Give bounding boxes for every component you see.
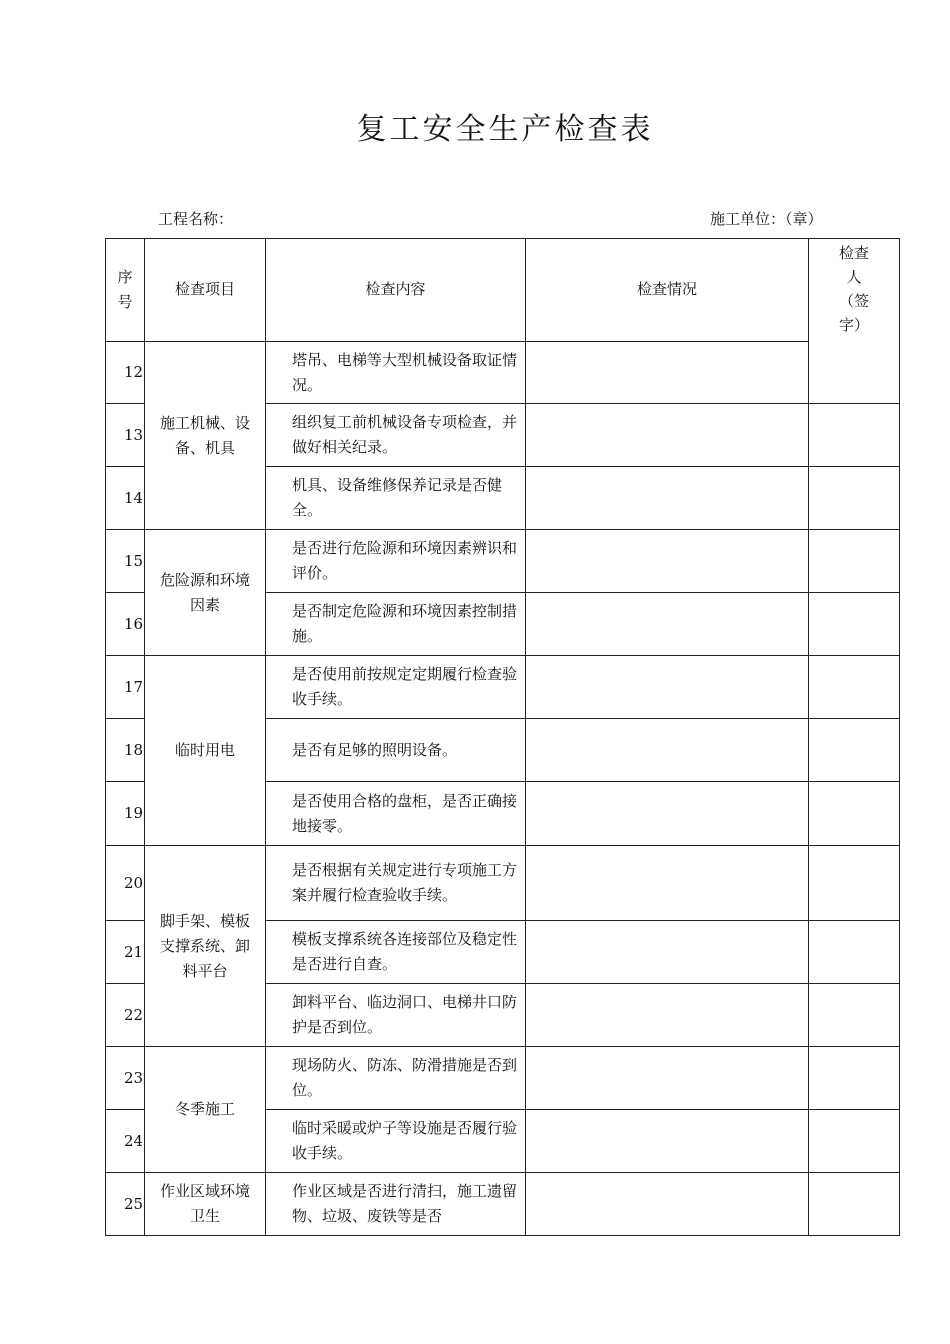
row-content: 模板支撑系统各连接部位及稳定性是否进行自查。 xyxy=(266,921,526,984)
inspection-table xyxy=(105,238,900,1236)
table-row xyxy=(106,1047,900,1110)
row-content: 现场防火、防冻、防滑措施是否到位。 xyxy=(266,1047,526,1110)
group-label: 冬季施工 xyxy=(145,1047,266,1173)
header-item: 检查项目 xyxy=(145,239,266,342)
status-cell[interactable] xyxy=(526,846,809,921)
group-label: 施工机械、设备、机具 xyxy=(145,342,266,530)
signer-cell[interactable] xyxy=(809,1173,900,1236)
row-content: 临时采暖或炉子等设施是否履行验收手续。 xyxy=(266,1110,526,1173)
row-content: 机具、设备维修保养记录是否健全。 xyxy=(266,467,526,530)
row-content: 是否根据有关规定进行专项施工方案并履行检查验收手续。 xyxy=(266,846,526,921)
row-no: 12 xyxy=(106,342,145,404)
page-title: 复工安全生产检查表 xyxy=(356,112,654,147)
signer-cell[interactable] xyxy=(809,984,900,1047)
status-cell[interactable] xyxy=(526,530,809,593)
group-label: 作业区域环境卫生 xyxy=(145,1173,266,1236)
row-no: 17 xyxy=(106,656,145,719)
status-cell[interactable] xyxy=(526,921,809,984)
group-label: 危险源和环境因素 xyxy=(145,530,266,656)
row-content: 组织复工前机械设备专项检查，并做好相关纪录。 xyxy=(266,404,526,467)
row-content: 是否制定危险源和环境因素控制措施。 xyxy=(266,593,526,656)
status-cell[interactable] xyxy=(526,719,809,782)
status-cell[interactable] xyxy=(526,656,809,719)
row-no: 22 xyxy=(106,984,145,1047)
signer-cell[interactable] xyxy=(809,921,900,984)
status-cell[interactable] xyxy=(526,593,809,656)
group-label: 脚手架、模板支撑系统、卸料平台 xyxy=(145,846,266,1047)
status-cell[interactable] xyxy=(526,1173,809,1236)
row-content: 作业区域是否进行清扫，施工遗留物、垃圾、废铁等是否 xyxy=(266,1173,526,1236)
table-row xyxy=(106,530,900,593)
header-signer: 检查人（签字） xyxy=(809,239,900,404)
status-cell[interactable] xyxy=(526,342,809,404)
signer-cell[interactable] xyxy=(809,846,900,921)
row-no: 14 xyxy=(106,467,145,530)
signer-cell[interactable] xyxy=(809,719,900,782)
construction-unit-label: 施工单位：（章） xyxy=(710,210,823,228)
row-content: 塔吊、电梯等大型机械设备取证情况。 xyxy=(266,342,526,404)
status-cell[interactable] xyxy=(526,1047,809,1110)
table-row xyxy=(106,846,900,921)
row-content: 卸料平台、临边洞口、电梯井口防护是否到位。 xyxy=(266,984,526,1047)
row-no: 23 xyxy=(106,1047,145,1110)
signer-cell[interactable] xyxy=(809,1110,900,1173)
signer-cell[interactable] xyxy=(809,593,900,656)
row-no: 25 xyxy=(106,1173,145,1236)
header-status: 检查情况 xyxy=(526,239,809,342)
row-content: 是否使用前按规定定期履行检查验收手续。 xyxy=(266,656,526,719)
header-content: 检查内容 xyxy=(266,239,526,342)
row-no: 13 xyxy=(106,404,145,467)
row-no: 20 xyxy=(106,846,145,921)
row-no: 24 xyxy=(106,1110,145,1173)
signer-cell[interactable] xyxy=(809,530,900,593)
row-content: 是否有足够的照明设备。 xyxy=(266,719,526,782)
row-no: 15 xyxy=(106,530,145,593)
row-no: 18 xyxy=(106,719,145,782)
row-content: 是否进行危险源和环境因素辨识和评价。 xyxy=(266,530,526,593)
status-cell[interactable] xyxy=(526,984,809,1047)
signer-cell[interactable] xyxy=(809,782,900,846)
project-name-label: 工程名称： xyxy=(158,210,234,228)
header-no: 序号 xyxy=(106,239,145,342)
table-row xyxy=(106,342,900,404)
status-cell[interactable] xyxy=(526,1110,809,1173)
row-no: 21 xyxy=(106,921,145,984)
signer-cell[interactable] xyxy=(809,656,900,719)
status-cell[interactable] xyxy=(526,467,809,530)
row-no: 19 xyxy=(106,782,145,846)
table-row xyxy=(106,656,900,719)
table-row xyxy=(106,1173,900,1236)
row-no: 16 xyxy=(106,593,145,656)
group-label: 临时用电 xyxy=(145,656,266,846)
signer-cell[interactable] xyxy=(809,1047,900,1110)
status-cell[interactable] xyxy=(526,404,809,467)
status-cell[interactable] xyxy=(526,782,809,846)
signer-cell[interactable] xyxy=(809,404,900,467)
signer-cell[interactable] xyxy=(809,467,900,530)
row-content: 是否使用合格的盘柜，是否正确接地接零。 xyxy=(266,782,526,846)
